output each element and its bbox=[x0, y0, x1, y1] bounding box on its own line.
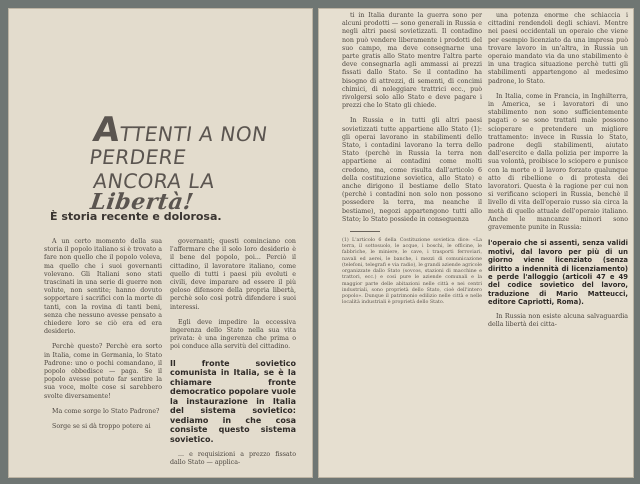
headline bbox=[87, 110, 292, 215]
right-column-1 bbox=[342, 12, 482, 306]
paragraph: A un certo momento della sua storia il popolo italiano si è trovato a fare non quello che il popolo voleva, ma quello che i suoi governanti volevano. Gli Italiani sono stati trascinati in una serie di guerre non volute, non sentite; hanno dovuto sopportare i sacrifici con la morte di tanti, con la rovina di tanti beni, senza che nessuno avesse pensato a chiedere loro se ciò era ed era desiderio. bbox=[44, 238, 162, 336]
left-column-2 bbox=[170, 238, 296, 475]
paragraph: ... e requisizioni a prezzo fissato dallo Stato — applica- bbox=[170, 451, 296, 467]
headline-line1 bbox=[87, 110, 296, 169]
paragraph: ti in Italia durante la guerra sono per alcuni prodotti — sono generali in Russia e negli altri paesi sovietizzati. Il contadino non può vendere liberamente i prodotti del suo campo, ma deve consegnarne una parte gratis allo Stato mentre l'altra parte deve consegnarla agli ammassi ai prezzi fissati dallo Stato. Se il contadino ha bisogno di attrezzi, di sementi, di concimi chimici, di noleggiare trattrici ecc., può rivolgersi solo allo Stato e deve pagare i prezzi che lo Stato gli chiede. bbox=[342, 12, 482, 110]
headline-initial: A bbox=[90, 110, 124, 150]
headline-line2-text: ANCORA LA bbox=[91, 169, 217, 193]
headline-liberta: Libertà! bbox=[88, 189, 196, 215]
left-page bbox=[8, 8, 313, 478]
paragraph: una potenza enorme che schiaccia i cittadini rendendoli degli schiavi. Mentre nei paesi occidentali un operaio che viene per esempio licenziato da una impresa può trovare lavoro in un'altra, in Russia un operaio mandato via da uno stabilimento è in una tragica situazione perchè tutti gli stabilimenti appartengono al medesimo padrone, lo Stato. bbox=[488, 12, 628, 85]
right-page bbox=[318, 8, 634, 478]
right-column-2 bbox=[488, 12, 628, 336]
footnote: (1) L'articolo 6 della Costituzione sovietica dice: «La terra, il sottosuolo, le acque, i boschi, le officine, le fabbriche, le miniere, le cave, i trasporti ferroviari, navali ed aerei, le banche, i mezzi di comunicazione (telefoni, telegrafi e via radio), le grandi aziende agricole organizzate dallo Stato (sovcos, stazioni di macchine e trattori, ecc.) e così pure le aziende comunali e la maggior parte delle abitazioni nelle città e nei centri industriali, sono proprietà dello Stato, cioè dell'intero popolo». Dunque il patrimonio edilizio nelle città e nelle località industriali è proprietà dello Stato. bbox=[342, 238, 482, 306]
emphasis-paragraph: Il fronte sovietico comunista in Italia, se è la chiamare fronte democratico popolare vuole la instaurazione in Italia del sistema sovietico: vediamo in che cosa consiste questo sistema sovietico. bbox=[170, 358, 296, 444]
subhead: È storia recente e dolorosa. bbox=[50, 210, 222, 223]
footnote-rule bbox=[350, 231, 380, 232]
paragraph: governanti; questi cominciano con l'affermare che il solo loro desiderio è il bene del popolo, poi... Perciò il cittadino, il lavoratore italiano, come quello di tutti i paesi più evoluti e civili, deve imparare ad essere il più geloso difensore della propria libertà, perchè solo così potrà difendere i suoi interessi. bbox=[170, 238, 296, 311]
paragraph: In Russia e in tutti gli altri paesi sovietizzati tutte appartiene allo Stato (1): gli operai lavorano in stabilimenti dello Stato, i contadini lavorano la terra dello Stato (perchè in Russia la terra non appartiene ai contadini come molti credono, ma, come risulta dall'articolo 6 della costituzione sovietica, allo Stato) e anche dirigono il bestiame dello Stato (perchè i contadini non solo non possono possedere la terra, ma neanche il bestiame), negozi appartengono tutti allo Stato; lo Stato possiede in conseguenza bbox=[342, 117, 482, 223]
paragraph: Ma come sorge lo Stato Padrone? bbox=[52, 407, 160, 415]
left-column-1 bbox=[44, 238, 162, 438]
headline-line2 bbox=[89, 171, 295, 213]
paragraph: In Russia non esiste alcuna salvaguardia della libertà dei citta- bbox=[488, 312, 628, 328]
paragraph: Sorge se si dà troppo potere ai bbox=[52, 423, 151, 431]
bold-block: l'operaio che si assenti, senza validi motivi, dal lavoro per più di un giorno viene licenziato (senza diritto a indennità di licenziamento) e perde l'alloggio (articoli 47 e 49 del codice sovietico del lavoro, traduzione di Mario Matteucci, editore Capriotti, Roma). bbox=[488, 239, 628, 307]
paragraph: Egli deve impedire la eccessiva ingerenza dello Stato nella sua vita privata: è una ingerenza che prima o poi conduce alla servitù del cittadino. bbox=[170, 318, 296, 351]
headline-line1-rest: TTENTI A NON PERDERE bbox=[87, 122, 270, 169]
paragraph: In Italia, come in Francia, in Inghilterra, in America, se i lavoratori di uno stabilimento non sono sufficientemente pagati o se sono trattati male possono scioperare e pretendere un migliore trattamento: invece in Russia lo Stato, padrone degli stabilimenti, aiutato dall'esercito e dalla polizia per imporre la sua volontà, proibisce lo sciopero e punisce con la morte o il lavoro forzato qualunque atto di ribellione o di protesta dei lavoratori. Questa è la ragione per cui non si verificano scioperi in Russia, benchè il livello di vita dell'operaio russo sia circa la metà di quello attuale dell'operaio italiano. Anche le mancanze minori sono gravemente punite in Russia: bbox=[488, 92, 628, 232]
paragraph: Perchè questo? Perchè era sorto in Italia, come in Germania, lo Stato Padrone: uno o pochi comandano, il popolo obbedisce — paga. Se il popolo avesse potuto far sentire la sua voce, molte cose si sarebbero svolte diversamente! bbox=[44, 343, 162, 400]
